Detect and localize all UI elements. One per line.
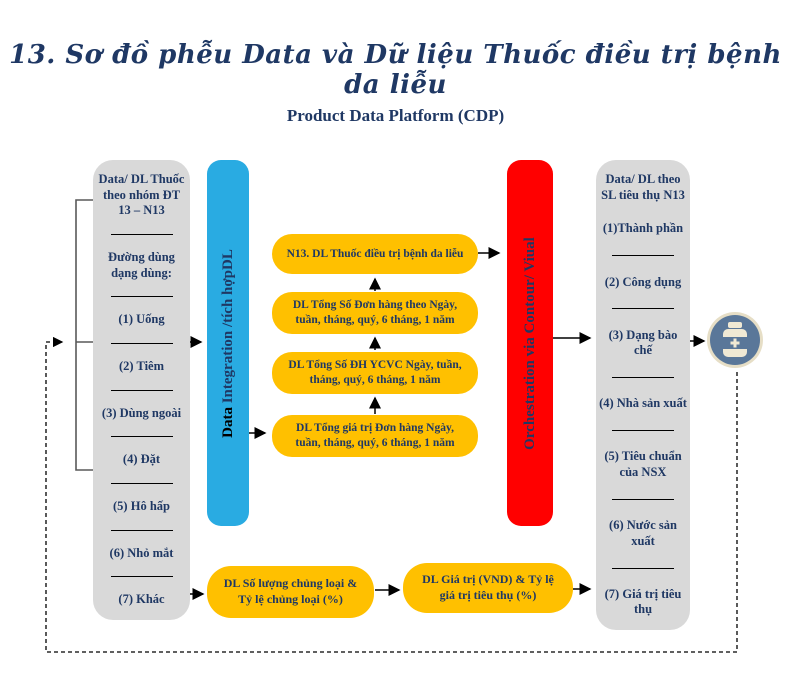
- right-panel: [596, 160, 690, 630]
- data-integration-bar-label: Data Integration /tích hợpDL: [219, 248, 236, 438]
- funnel-box-2: DL Tổng Số Đơn hàng theo Ngày, tuần, tháng, quý, 6 tháng, 1 năm: [272, 292, 478, 334]
- bottom-box-quantity: DL Số lượng chủng loại & Tỷ lệ chủng loại (%): [207, 566, 374, 618]
- funnel-box-1: N13. DL Thuốc điều trị bệnh da liễu: [272, 234, 478, 274]
- left-panel-item: (5) Hô hấp: [113, 499, 170, 513]
- orchestration-bar-label: Orchestration via Contour/ Viual: [521, 236, 538, 450]
- right-panel-item: (6) Nước sản xuất: [609, 518, 677, 548]
- divider: [111, 296, 173, 297]
- funnel-box-4: DL Tổng giá trị Đơn hàng Ngày, tuần, tháng, quý, 6 tháng, 1 năm: [272, 415, 478, 457]
- data-integration-bar: [207, 160, 249, 526]
- right-panel-item: (4) Nhà sản xuất: [599, 396, 687, 411]
- orchestration-bar: [507, 160, 553, 526]
- divider: [612, 255, 674, 256]
- divider: [111, 343, 173, 344]
- left-panel-item: (7) Khác: [118, 592, 165, 607]
- left-panel-item: (2) Tiêm: [118, 358, 165, 373]
- divider: [111, 234, 173, 235]
- bottom-box-value: DL Giá trị (VND) & Tỷ lệ giá trị tiêu thụ (%): [403, 563, 573, 613]
- funnel-box-3: DL Tổng Số ĐH YCVC Ngày, tuần, tháng, quý, 6 tháng, 1 năm: [272, 352, 478, 394]
- divider: [612, 308, 674, 309]
- divider: [111, 483, 173, 484]
- left-panel-item: (1) Uống: [118, 312, 165, 327]
- right-panel-item: (2) Công dụng: [604, 274, 682, 289]
- left-panel-header: Data/ DL Thuốc theo nhóm ĐT 13 – N13: [98, 172, 185, 218]
- divider: [612, 499, 674, 500]
- divider: [612, 430, 674, 431]
- right-panel-item: (3) Dạng bào chế: [608, 327, 678, 358]
- left-panel-item: (6) Nhỏ mắt: [109, 545, 174, 560]
- divider: [111, 390, 173, 391]
- divider: [612, 568, 674, 569]
- page-title: 13. Sơ đồ phễu Data và Dữ liệu Thuốc điều trị bệnh da liễu: [9, 40, 782, 100]
- right-panel-item: (5) Tiêu chuẩn của NSX: [604, 449, 682, 479]
- left-panel-subheader: Đường dùng dạng dùng:: [108, 249, 175, 280]
- left-bracket-line: [76, 200, 93, 470]
- divider: [111, 530, 173, 531]
- page-subtitle: Product Data Platform (CDP): [286, 106, 505, 125]
- divider: [111, 576, 173, 577]
- right-panel-item: (1)Thành phần: [602, 221, 684, 236]
- left-panel-item: (3) Dùng ngoài: [101, 405, 182, 420]
- left-panel: [93, 160, 190, 620]
- divider: [612, 377, 674, 378]
- divider: [111, 436, 173, 437]
- right-panel-item: (7) Giá trị tiêu thụ: [604, 586, 682, 617]
- right-panel-header: Data/ DL theo SL tiêu thụ N13: [601, 172, 685, 202]
- medicine-jar-icon: [704, 309, 766, 371]
- left-panel-item: (4) Đặt: [122, 452, 161, 467]
